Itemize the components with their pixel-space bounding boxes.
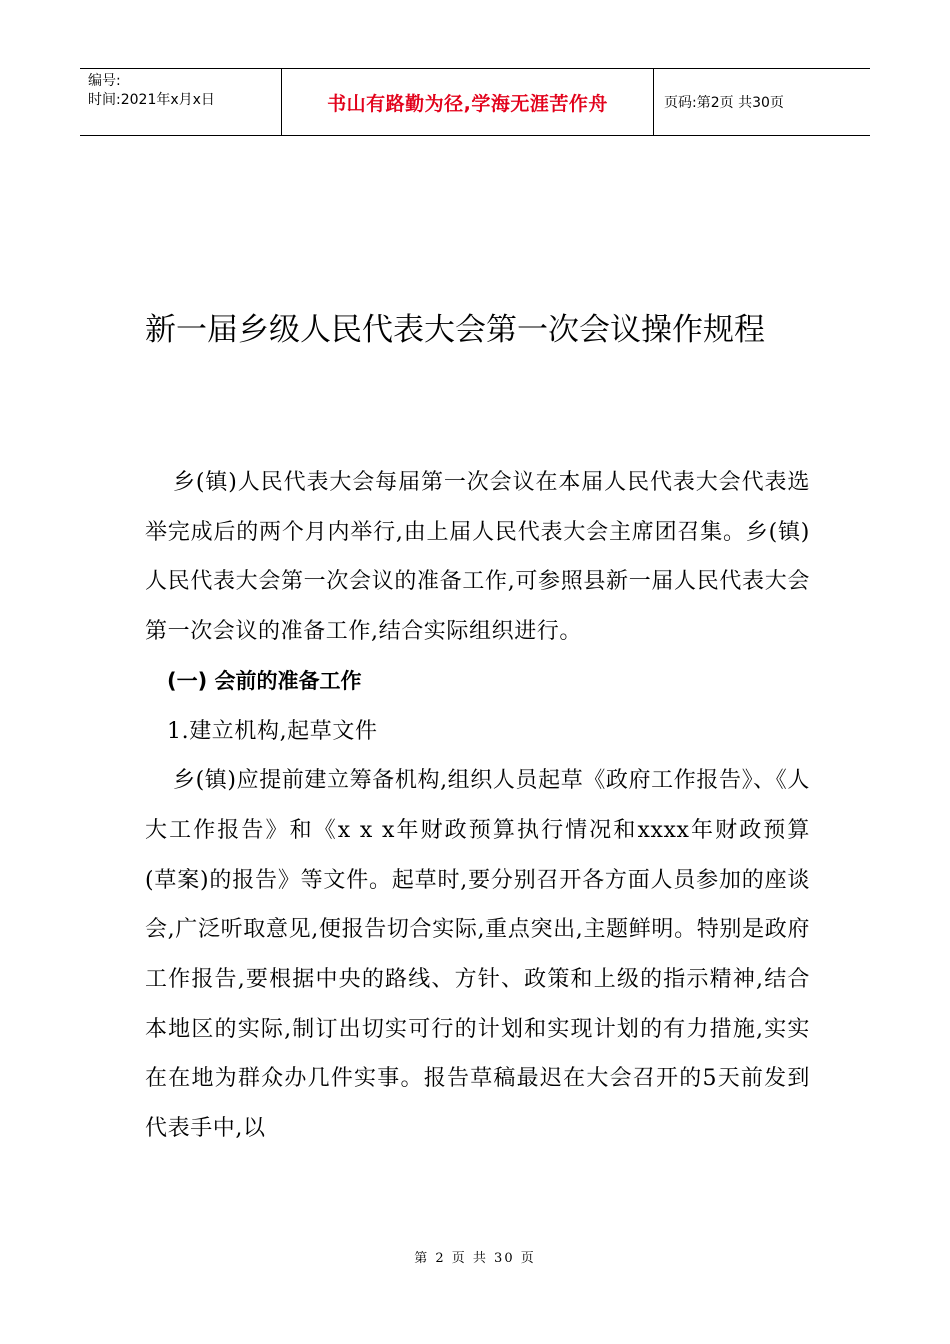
intro-paragraph: 乡(镇)人民代表大会每届第一次会议在本届人民代表大会代表选举完成后的两个月内举行,由上届人民代表大会主席团召集。乡(镇)人民代表大会第一次会议的准备工作,可参照县新一届人民代表大会第一次会议的准备工作,结合实际组织进行。 xyxy=(145,470,810,645)
document-title: 新一届乡级人民代表大会第一次会议操作规程 xyxy=(145,312,765,348)
document-body xyxy=(145,458,810,1154)
header-meta-cell xyxy=(80,69,282,135)
time-label: 时间:2021年x月x日 xyxy=(88,92,215,108)
header-page-cell xyxy=(654,69,870,135)
subsection-heading: 1.建立机构,起草文件 xyxy=(167,718,378,744)
header-motto-cell xyxy=(282,69,654,135)
number-label: 编号: xyxy=(88,73,121,89)
section-heading: (一) 会前的准备工作 xyxy=(167,668,362,693)
page-info: 页码:第2页 共30页 xyxy=(664,95,784,111)
document-header xyxy=(80,68,870,136)
motto-text: 书山有路勤为径,学海无涯苦作舟 xyxy=(327,92,608,115)
page-footer: 第 2 页 共 30 页 xyxy=(414,1251,536,1266)
section-paragraph: 乡(镇)应提前建立筹备机构,组织人员起草《政府工作报告》、《人大工作报告》和《x x x年财政预算执行情况和xxxx年财政预算 (草案)的报告》等文件。起草时,要分别召开各方面人员参加的座谈会,广泛听取意见,便报告切合实际,重点突出,主题鲜明。特别是政府工作报告,要根据中央的路线、方针、政策和上级的指示精神,结合本地区的实际,制订出切实可行的计划和实现计划的有力措施,实实在在地为群众办几件实事。报告草稿最迟在大会召开的5天前发到代表手中,以 xyxy=(145,768,810,1142)
